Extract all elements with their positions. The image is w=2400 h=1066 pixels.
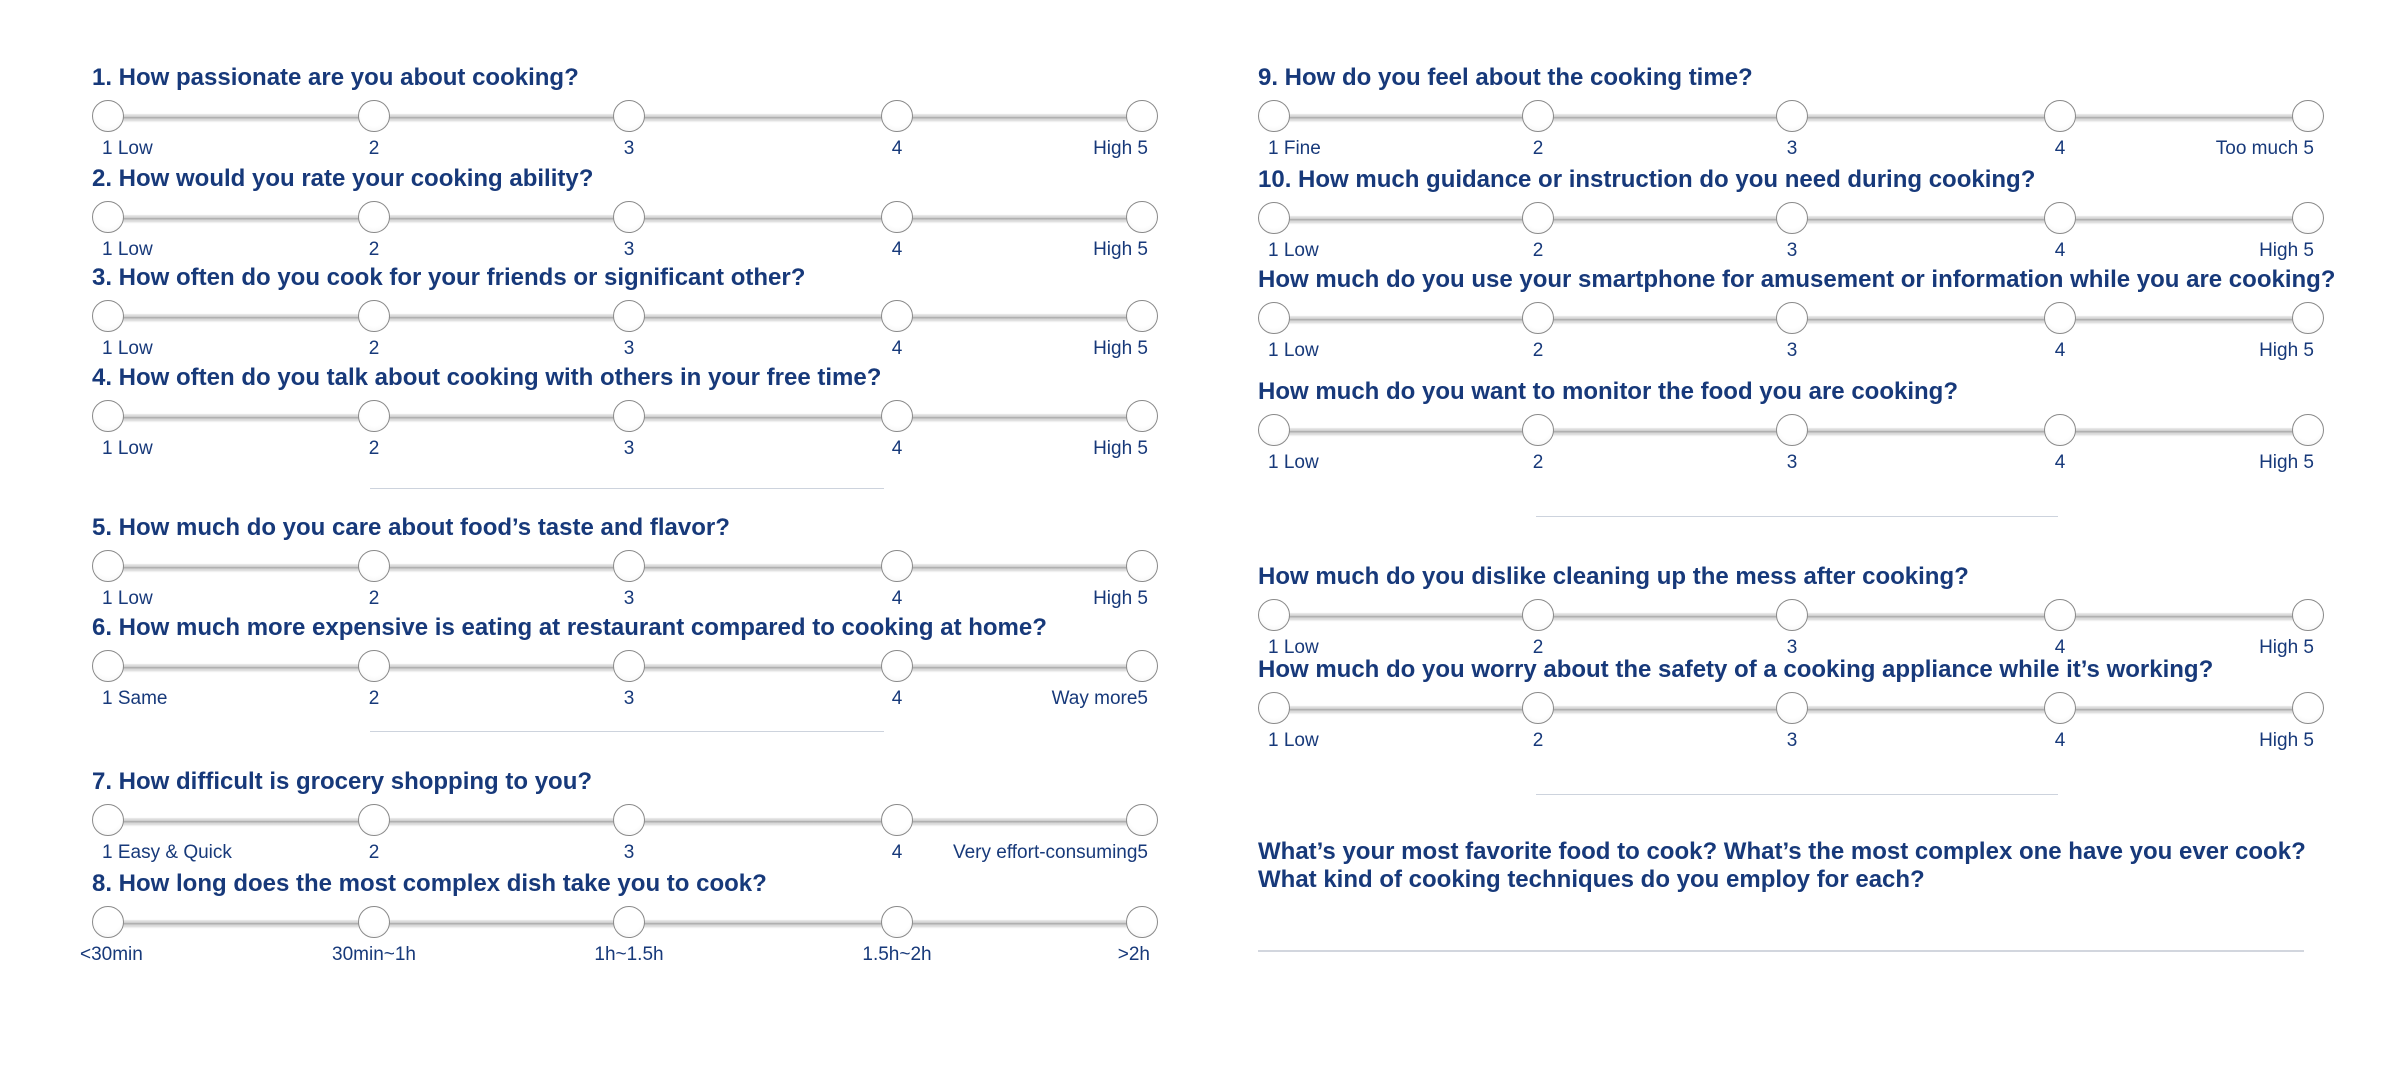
rating-option-2[interactable]: [1522, 100, 1554, 132]
rating-option-2[interactable]: [358, 650, 390, 682]
rating-label-1: <30min: [80, 944, 143, 965]
rating-option-5[interactable]: [2292, 692, 2324, 724]
rating-option-4[interactable]: [2044, 302, 2076, 334]
rating-label-4: 1.5h~2h: [862, 944, 932, 965]
rating-label-5: High 5: [2259, 452, 2314, 473]
rating-option-5[interactable]: [1126, 100, 1158, 132]
open-answer-line[interactable]: [1258, 950, 2304, 952]
rating-option-3[interactable]: [1776, 100, 1808, 132]
rating-option-5[interactable]: [2292, 100, 2324, 132]
rating-label-4: 4: [891, 588, 903, 609]
rating-label-3: 3: [623, 588, 635, 609]
rating-label-3: 3: [623, 338, 635, 359]
question-title: 5. How much do you care about food’s taste and flavor?: [92, 514, 730, 541]
rating-option-1[interactable]: [92, 906, 124, 938]
rating-label-2: 2: [368, 588, 380, 609]
rating-label-5: Very effort-consuming5: [952, 842, 1148, 863]
rating-label-4: 4: [891, 338, 903, 359]
section-divider: [370, 731, 884, 732]
rating-label-1: 1 Low: [1268, 240, 1319, 261]
rating-option-5[interactable]: [1126, 650, 1158, 682]
section-divider: [370, 488, 884, 489]
rating-option-5[interactable]: [2292, 599, 2324, 631]
rating-option-1[interactable]: [92, 201, 124, 233]
rating-option-4[interactable]: [881, 201, 913, 233]
rating-option-5[interactable]: [1126, 550, 1158, 582]
rating-scale: [92, 100, 1158, 160]
rating-option-5[interactable]: [1126, 201, 1158, 233]
rating-label-3: 3: [1786, 138, 1798, 159]
rating-option-2[interactable]: [358, 550, 390, 582]
rating-label-1: 1 Low: [1268, 730, 1319, 751]
rating-option-4[interactable]: [2044, 414, 2076, 446]
rating-label-4: 4: [2054, 730, 2066, 751]
rating-label-3: 3: [1786, 730, 1798, 751]
rating-option-4[interactable]: [881, 400, 913, 432]
rating-label-2: 2: [1532, 452, 1544, 473]
rating-option-2[interactable]: [1522, 414, 1554, 446]
rating-label-5: High 5: [1093, 138, 1148, 159]
rating-option-2[interactable]: [358, 201, 390, 233]
rating-label-4: 4: [2054, 240, 2066, 261]
question-title: 9. How do you feel about the cooking time?: [1258, 64, 1753, 91]
rating-label-1: 1 Low: [1268, 452, 1319, 473]
rating-label-1: 1 Low: [102, 239, 153, 260]
rating-option-1[interactable]: [1258, 599, 1290, 631]
rating-option-3[interactable]: [613, 550, 645, 582]
rating-option-1[interactable]: [92, 650, 124, 682]
rating-option-3[interactable]: [613, 650, 645, 682]
rating-scale: [92, 400, 1158, 460]
rating-label-5: High 5: [1093, 239, 1148, 260]
rating-label-3: 3: [1786, 452, 1798, 473]
rating-label-2: 2: [1532, 340, 1544, 361]
rating-option-1[interactable]: [1258, 414, 1290, 446]
rating-label-4: 4: [891, 688, 903, 709]
rating-option-1[interactable]: [1258, 202, 1290, 234]
rating-label-1: 1 Low: [102, 338, 153, 359]
rating-option-5[interactable]: [2292, 302, 2324, 334]
rating-label-1: 1 Low: [102, 438, 153, 459]
rating-scale: [1258, 414, 2326, 474]
section-divider: [1536, 516, 2058, 517]
rating-label-3: 3: [1786, 340, 1798, 361]
rating-label-3: 3: [623, 239, 635, 260]
rating-label-4: 4: [2054, 340, 2066, 361]
rating-option-1[interactable]: [92, 100, 124, 132]
question-title: 10. How much guidance or instruction do you need during cooking?: [1258, 166, 2036, 193]
question-title: 6. How much more expensive is eating at restaurant compared to cooking at home?: [92, 614, 1047, 641]
question-title: How much do you worry about the safety of a cooking appliance while it’s working?: [1258, 656, 2214, 683]
rating-scale: [92, 300, 1158, 360]
rating-label-3: 3: [623, 842, 635, 863]
rating-label-4: 4: [2054, 637, 2066, 658]
rating-label-2: 2: [368, 688, 380, 709]
rating-label-4: 4: [891, 438, 903, 459]
rating-label-2: 2: [368, 338, 380, 359]
rating-option-4[interactable]: [2044, 692, 2076, 724]
rating-label-5: >2h: [1117, 944, 1150, 965]
rating-scale: [1258, 302, 2326, 362]
rating-option-2[interactable]: [1522, 302, 1554, 334]
question-title: 3. How often do you cook for your friends or significant other?: [92, 264, 806, 291]
rating-option-4[interactable]: [2044, 599, 2076, 631]
rating-option-5[interactable]: [2292, 414, 2324, 446]
rating-label-2: 30min~1h: [332, 944, 416, 965]
question-title: 7. How difficult is grocery shopping to you?: [92, 768, 593, 795]
rating-option-3[interactable]: [1776, 414, 1808, 446]
rating-label-5: High 5: [1093, 438, 1148, 459]
rating-option-5[interactable]: [1126, 400, 1158, 432]
question-title: How much do you use your smartphone for amusement or information while you are cooking?: [1258, 266, 2336, 293]
rating-label-4: 4: [891, 842, 903, 863]
open-question-title: What’s your most favorite food to cook? What’s the most complex one have you ever cook? What kind of cooking techniques do you employ for each?: [1258, 838, 2306, 893]
rating-label-2: 2: [1532, 637, 1544, 658]
rating-label-4: 4: [2054, 452, 2066, 473]
question-title: 1. How passionate are you about cooking?: [92, 64, 579, 91]
rating-option-2[interactable]: [358, 804, 390, 836]
question-title: 8. How long does the most complex dish take you to cook?: [92, 870, 767, 897]
rating-label-1: 1 Low: [1268, 340, 1319, 361]
rating-label-1: 1 Same: [102, 688, 168, 709]
rating-label-5: Too much 5: [2215, 138, 2314, 159]
rating-label-2: 2: [1532, 138, 1544, 159]
rating-label-2: 2: [368, 438, 380, 459]
rating-option-1[interactable]: [1258, 302, 1290, 334]
question-title: 2. How would you rate your cooking ability?: [92, 165, 594, 192]
rating-option-2[interactable]: [1522, 599, 1554, 631]
rating-option-2[interactable]: [358, 400, 390, 432]
rating-option-5[interactable]: [1126, 804, 1158, 836]
rating-label-4: 4: [891, 239, 903, 260]
rating-option-1[interactable]: [1258, 692, 1290, 724]
rating-option-1[interactable]: [92, 400, 124, 432]
section-divider: [1536, 794, 2058, 795]
rating-label-4: 4: [891, 138, 903, 159]
rating-option-4[interactable]: [2044, 202, 2076, 234]
rating-label-5: High 5: [1093, 588, 1148, 609]
rating-option-5[interactable]: [1126, 906, 1158, 938]
rating-option-4[interactable]: [881, 100, 913, 132]
rating-label-3: 3: [1786, 240, 1798, 261]
rating-option-4[interactable]: [881, 804, 913, 836]
rating-scale: [92, 201, 1158, 261]
rating-label-1: 1 Fine: [1268, 138, 1321, 159]
rating-option-2[interactable]: [358, 906, 390, 938]
rating-label-1: 1 Low: [102, 588, 153, 609]
rating-option-3[interactable]: [613, 400, 645, 432]
rating-option-2[interactable]: [1522, 692, 1554, 724]
rating-option-2[interactable]: [358, 100, 390, 132]
rating-label-2: 2: [1532, 730, 1544, 751]
rating-option-3[interactable]: [1776, 302, 1808, 334]
rating-scale: [1258, 100, 2326, 160]
rating-label-3: 3: [623, 138, 635, 159]
question-title: 4. How often do you talk about cooking with others in your free time?: [92, 364, 882, 391]
rating-scale: [80, 906, 1158, 966]
rating-option-1[interactable]: [92, 300, 124, 332]
rating-label-3: 1h~1.5h: [594, 944, 664, 965]
rating-option-3[interactable]: [1776, 202, 1808, 234]
rating-label-3: 3: [623, 688, 635, 709]
rating-option-2[interactable]: [358, 300, 390, 332]
rating-label-3: 3: [1786, 637, 1798, 658]
rating-option-3[interactable]: [1776, 692, 1808, 724]
rating-option-3[interactable]: [613, 804, 645, 836]
rating-option-2[interactable]: [1522, 202, 1554, 234]
rating-label-5: High 5: [2259, 240, 2314, 261]
rating-scale: [92, 804, 1158, 864]
rating-label-5: Way more5: [1051, 688, 1148, 709]
rating-label-5: High 5: [2259, 730, 2314, 751]
rating-option-3[interactable]: [613, 201, 645, 233]
rating-option-4[interactable]: [881, 650, 913, 682]
rating-label-1: 1 Low: [1268, 637, 1319, 658]
rating-option-5[interactable]: [2292, 202, 2324, 234]
rating-option-3[interactable]: [1776, 599, 1808, 631]
rating-scale: [1258, 692, 2326, 752]
rating-option-5[interactable]: [1126, 300, 1158, 332]
rating-label-2: 2: [368, 842, 380, 863]
rating-scale: [92, 650, 1158, 710]
rating-option-4[interactable]: [881, 300, 913, 332]
rating-option-1[interactable]: [1258, 100, 1290, 132]
question-title: How much do you dislike cleaning up the mess after cooking?: [1258, 563, 1969, 590]
rating-option-1[interactable]: [92, 804, 124, 836]
rating-label-5: High 5: [1093, 338, 1148, 359]
question-title: How much do you want to monitor the food you are cooking?: [1258, 378, 1958, 405]
rating-label-1: 1 Low: [102, 138, 153, 159]
rating-option-3[interactable]: [613, 100, 645, 132]
rating-option-1[interactable]: [92, 550, 124, 582]
rating-label-2: 2: [368, 138, 380, 159]
rating-label-2: 2: [1532, 240, 1544, 261]
rating-option-4[interactable]: [881, 906, 913, 938]
rating-scale: [92, 550, 1158, 610]
rating-label-2: 2: [368, 239, 380, 260]
rating-label-1: 1 Easy & Quick: [102, 842, 232, 863]
rating-option-4[interactable]: [2044, 100, 2076, 132]
rating-option-4[interactable]: [881, 550, 913, 582]
rating-label-5: High 5: [2259, 637, 2314, 658]
rating-option-3[interactable]: [613, 906, 645, 938]
rating-scale: [1258, 202, 2326, 262]
rating-label-3: 3: [623, 438, 635, 459]
rating-label-5: High 5: [2259, 340, 2314, 361]
rating-option-3[interactable]: [613, 300, 645, 332]
rating-scale: [1258, 599, 2326, 659]
rating-label-4: 4: [2054, 138, 2066, 159]
